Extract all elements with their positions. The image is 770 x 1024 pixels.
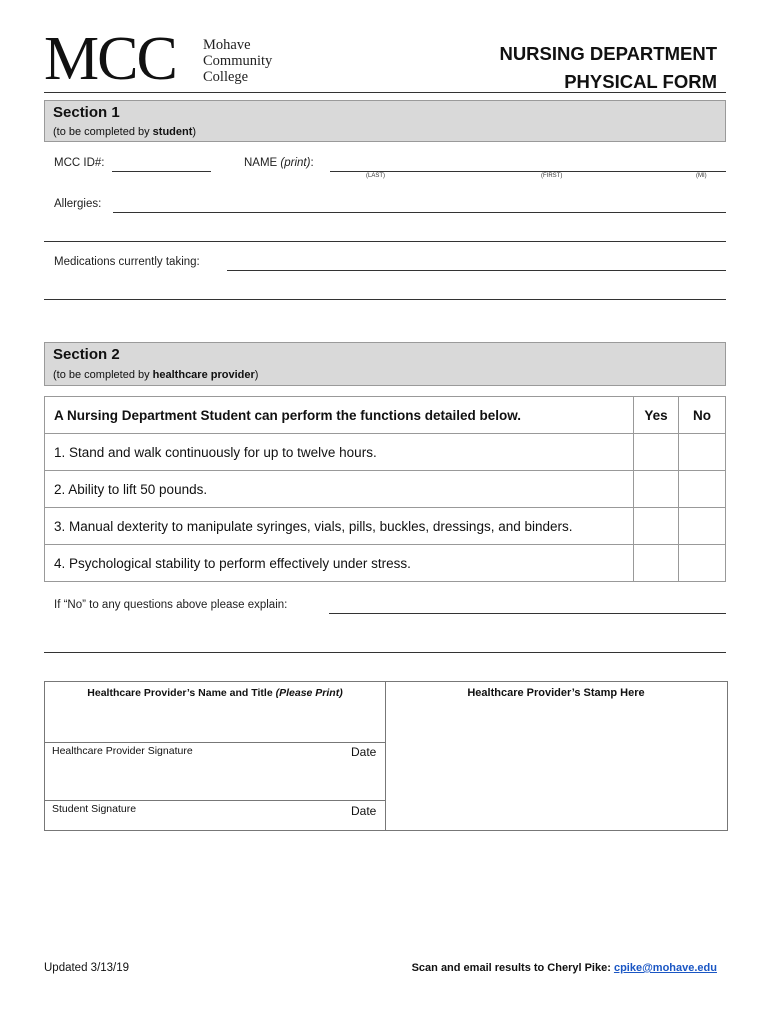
function-1-text: 1. Stand and walk continuously for up to twelve hours. bbox=[45, 434, 634, 471]
logo-line-1: Mohave bbox=[203, 37, 251, 53]
functions-table-header: A Nursing Department Student can perform the functions detailed below. bbox=[45, 397, 634, 434]
signature-box bbox=[44, 681, 728, 831]
function-1-yes-cell[interactable] bbox=[634, 434, 679, 471]
allergies-field-line-2[interactable] bbox=[44, 241, 726, 242]
form-title bbox=[499, 40, 717, 96]
table-row bbox=[45, 508, 726, 545]
provider-signature-date-label: Date bbox=[351, 745, 377, 759]
table-row bbox=[45, 471, 726, 508]
function-4-no-cell[interactable] bbox=[679, 545, 726, 582]
yes-column-header: Yes bbox=[634, 397, 679, 434]
college-logo-mark: MCC bbox=[44, 25, 176, 93]
function-2-text: 2. Ability to lift 50 pounds. bbox=[45, 471, 634, 508]
allergies-field[interactable] bbox=[113, 212, 726, 213]
header-rule bbox=[44, 92, 726, 93]
email-link[interactable]: cpike@mohave.edu bbox=[613, 962, 717, 974]
provider-name-label: Healthcare Provider’s Name and Title (Please Print) bbox=[87, 687, 343, 699]
name-first-caption: (FIRST) bbox=[541, 173, 563, 179]
college-logo-text bbox=[203, 37, 272, 85]
section-1-title: Section 1 bbox=[53, 104, 120, 121]
medications-field[interactable] bbox=[227, 270, 726, 271]
table-row bbox=[45, 545, 726, 582]
section-2-subtitle: (to be completed by healthcare provider) bbox=[53, 369, 259, 381]
functions-table-header-row bbox=[45, 397, 726, 434]
student-signature-date-label: Date bbox=[351, 804, 377, 818]
explain-label: If “No” to any questions above please explain: bbox=[54, 599, 288, 611]
name-field[interactable] bbox=[330, 171, 726, 172]
explain-field-line-2[interactable] bbox=[44, 652, 726, 653]
no-column-header: No bbox=[679, 397, 726, 434]
logo-line-2: Community bbox=[203, 53, 273, 69]
mcc-id-label: MCC ID#: bbox=[54, 157, 105, 169]
name-mi-caption: (MI) bbox=[696, 173, 707, 179]
table-row bbox=[45, 434, 726, 471]
medications-field-line-2[interactable] bbox=[44, 299, 726, 300]
medications-label: Medications currently taking: bbox=[54, 256, 200, 268]
section-2-title: Section 2 bbox=[53, 346, 120, 363]
student-signature-label: Student Signature bbox=[52, 803, 137, 815]
mcc-id-field[interactable] bbox=[112, 171, 211, 172]
signature-row-divider-1 bbox=[45, 742, 385, 743]
function-3-no-cell[interactable] bbox=[679, 508, 726, 545]
section-1-header bbox=[44, 100, 726, 142]
allergies-label: Allergies: bbox=[54, 198, 102, 210]
updated-date: Updated 3/13/19 bbox=[44, 962, 130, 974]
function-2-no-cell[interactable] bbox=[679, 471, 726, 508]
function-4-yes-cell[interactable] bbox=[634, 545, 679, 582]
functions-table bbox=[44, 396, 726, 582]
section-2-header bbox=[44, 342, 726, 386]
function-2-yes-cell[interactable] bbox=[634, 471, 679, 508]
stamp-area[interactable] bbox=[386, 704, 726, 828]
form-title-line-1: NURSING DEPARTMENT bbox=[499, 43, 717, 64]
form-title-line-2: PHYSICAL FORM bbox=[564, 71, 717, 92]
name-last-caption: (LAST) bbox=[366, 173, 386, 179]
provider-signature-label: Healthcare Provider Signature bbox=[52, 745, 193, 757]
function-4-text: 4. Psychological stability to perform effectively under stress. bbox=[45, 545, 634, 582]
logo-line-3: College bbox=[203, 69, 249, 85]
section-1-subtitle: (to be completed by student) bbox=[53, 126, 197, 138]
email-instruction bbox=[412, 962, 717, 974]
name-label: NAME (print): bbox=[244, 157, 314, 169]
provider-name-field[interactable] bbox=[45, 700, 385, 742]
function-1-no-cell[interactable] bbox=[679, 434, 726, 471]
signature-row-divider-2 bbox=[45, 800, 385, 801]
function-3-yes-cell[interactable] bbox=[634, 508, 679, 545]
stamp-label: Healthcare Provider’s Stamp Here bbox=[467, 687, 645, 699]
provider-signature-field[interactable] bbox=[45, 760, 385, 800]
explain-field[interactable] bbox=[329, 613, 726, 614]
function-3-text: 3. Manual dexterity to manipulate syringes, vials, pills, buckles, dressings, and binders. bbox=[45, 508, 634, 545]
email-instruction-text: Scan and email results to Cheryl Pike: bbox=[411, 962, 614, 974]
